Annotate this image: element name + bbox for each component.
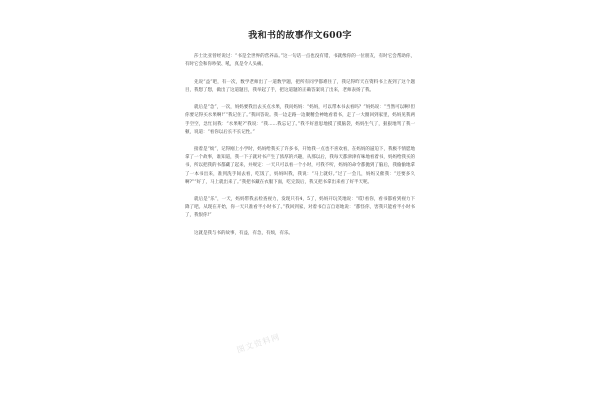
paragraph-4: 接着是“烦”，记得刚上小学时，妈妈给我买了许多书，开始我一点也不喜欢看，在妈妈的逼迫下，我极不情愿地拿了一个故事，谁知道，我一下子就对书产生了浓厚的兴趣，从那以后，我每天都津津有味地看着书，妈妈给我买的书，所以把我的书都藏了起来，并规定：一天只可以看一个小时，可我不听，妈妈的命令都抛到了脑后，我偷偷地拿了一本书出来，准到洗手间去看，吃饭了，妈妈叫我，我说：“马上就好。”过了一会儿，妈妈又催我：“还要多久啊?”“好了，马上就出来了。”我把书藏在衣服下面，吃完饭后，我又把书拿出来看了好半天呢。 [185, 147, 415, 185]
paragraph-5: 就后是“乐”，一天，妈妈带我去检查视力，发现只有4，5了，妈妈开玩笑地说：“哎!看你，看书都看到视力下降了吧。从现在开始，你一天只准看半小时书了。”我回到家，对着书自言自语地说：“都怪你，害我只能看半小时书了，我恨你!” [185, 197, 415, 219]
paragraph-2: 先说“益”吧，有一次，数学老师出了一道数学题，把所有同学都难住了，我记得昨天在资料书上查到了这个题目，我想了想，做出了这道题目，我举起了手，把这道题的正确答案说了出来，老师表扬了我。 [185, 79, 415, 93]
article [185, 28, 415, 238]
paragraph-1: 莎士比亚曾经说过：“书是全世界的营养品。”这一句话一点也没有错，书就像你的一位朋友，有时它会帮助你，有时它会和你吵架、吼，真是令人头痛。 [185, 54, 415, 68]
watermark: 图文资料网 [235, 332, 282, 355]
paragraph-3: 就后是“急”，一次，妈妈要我出去买点水果，我问妈妈：“妈妈，可以带本书去看吗？”妈妈说：“当然可以啊!但你要记得买水果啊!”“我记住了。”我回答说。我一边走路一边聚精会神地看着书，走了一大圈回到家里，妈妈见我两手空空，急忙问我：“水果呢?”我说：“我……我忘记了。”我不好意思地摸了摸脑袋，妈妈生气了，狠狠地骂了我一顿，说道：“看你以后长不长记性。” [185, 105, 415, 135]
article-title: 我和书的故事作文600字 [248, 31, 352, 41]
paragraph-6: 这就是我与书的故事，有益，有急，有烦，有乐。 [194, 231, 293, 236]
